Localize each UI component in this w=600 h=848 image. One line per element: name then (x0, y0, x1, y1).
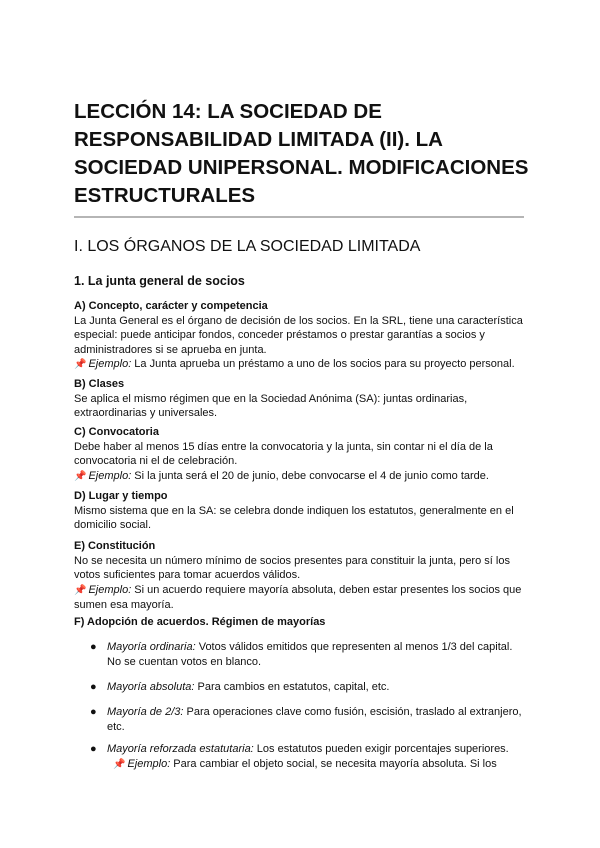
list-term: Mayoría de 2/3: (107, 706, 184, 718)
block-text: Debe haber al menos 15 días entre la convocatoria y la junta, sin contar ni el día de la convocatoria ni el de celebración. (74, 440, 493, 467)
pushpin-icon: 📌 (74, 470, 87, 482)
block-heading: E) Constitución (74, 540, 156, 552)
example-text: Para cambiar el objeto social, se necesita mayoría absoluta. Si los (170, 757, 497, 770)
example-line (74, 469, 526, 485)
list-text: Para operaciones clave como fusión, escisión, traslado al extranjero, etc. (107, 706, 522, 733)
block-lugar (74, 489, 526, 533)
example-line (113, 757, 527, 773)
pushpin-icon: 📌 (74, 584, 87, 596)
example-line (74, 357, 526, 373)
section-heading: I. LOS ÓRGANOS DE LA SOCIEDAD LIMITADA (74, 238, 421, 255)
bullet-icon: ● (90, 706, 97, 718)
block-acuerdos (74, 615, 526, 630)
example-label: Ejemplo: (88, 583, 132, 596)
pushpin-icon: 📌 (74, 359, 87, 370)
block-text: Se aplica el mismo régimen que en la Sociedad Anónima (SA): juntas ordinarias, extraordinarias y universales. (74, 392, 468, 419)
list-text: Para cambios en estatutos, capital, etc. (194, 681, 390, 693)
lesson-title: LECCIÓN 14: LA SOCIEDAD DE RESPONSABILIDAD LIMITADA (II). LA SOCIEDAD UNIPERSONAL. MODIFICACIONES ESTRUCTURALES (74, 100, 529, 207)
block-convocatoria (74, 425, 526, 484)
block-clases (74, 377, 526, 421)
bullet-icon: ● (90, 681, 97, 693)
block-constitucion (74, 539, 526, 613)
bullet-icon: ● (90, 743, 97, 755)
pushpin-icon: 📌 (113, 758, 126, 770)
example-text: Si la junta será el 20 de junio, debe convocarse el 4 de junio como tarde. (131, 469, 489, 482)
example-text: Si un acuerdo requiere mayoría absoluta, deben estar presentes los socios que sumen esa mayoría. (74, 583, 522, 611)
block-text: La Junta General es el órgano de decisión de los socios. En la SRL, tiene una característica especial: puede anticipar fondos, conceder préstamos o prestar garantías a socios y administradores si se aprueba en junta. (74, 314, 523, 356)
block-heading: A) Concepto, carácter y competencia (74, 300, 268, 312)
example-label: Ejemplo: (88, 469, 132, 482)
block-text: Mismo sistema que en la SA: se celebra donde indiquen los estatutos, generalmente en el domicilio social. (74, 504, 514, 531)
example-label: Ejemplo: (88, 358, 132, 370)
block-heading: C) Convocatoria (74, 426, 159, 438)
block-text: No se necesita un número mínimo de socios presentes para constituir la junta, pero sí los votos suficientes para tomar acuerdos válidos. (74, 554, 510, 581)
subsection-heading: 1. La junta general de socios (74, 274, 245, 288)
block-heading: F) Adopción de acuerdos. Régimen de mayorías (74, 616, 326, 628)
block-heading: B) Clases (74, 378, 125, 390)
example-text: La Junta aprueba un préstamo a uno de los socios para su proyecto personal. (131, 358, 515, 370)
example-line (74, 583, 526, 613)
list-text: Los estatutos pueden exigir porcentajes superiores. (253, 743, 509, 755)
list-term: Mayoría ordinaria: (107, 641, 196, 653)
block-heading: D) Lugar y tiempo (74, 490, 168, 502)
example-label: Ejemplo: (127, 757, 171, 770)
block-concepto (74, 299, 526, 373)
title-divider (74, 216, 524, 218)
list-term: Mayoría absoluta: (107, 681, 195, 693)
bullet-icon: ● (90, 641, 97, 653)
list-term: Mayoría reforzada estatutaria: (107, 743, 254, 755)
list-text: Votos válidos emitidos que representen al menos 1/3 del capital. No se cuentan votos en blanco. (107, 641, 513, 668)
